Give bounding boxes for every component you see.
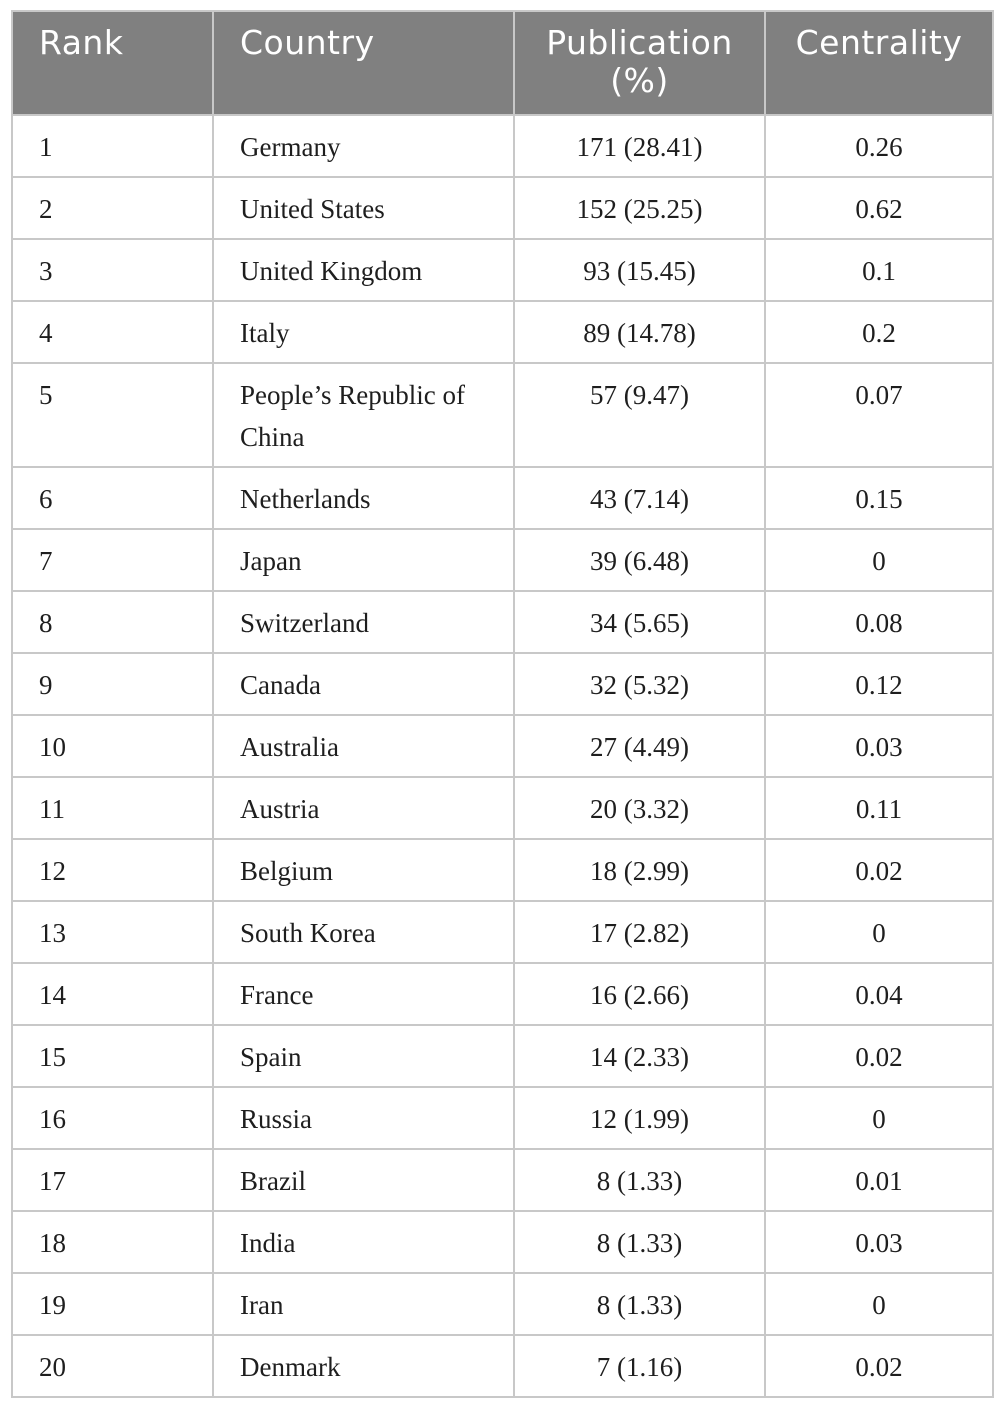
cell-country: Brazil — [213, 1149, 514, 1211]
cell-publication: 12 (1.99) — [514, 1087, 765, 1149]
cell-country: United States — [213, 177, 514, 239]
cell-rank: 4 — [12, 301, 213, 363]
cell-publication: 27 (4.49) — [514, 715, 765, 777]
cell-publication: 18 (2.99) — [514, 839, 765, 901]
table-row — [12, 1211, 993, 1273]
cell-rank: 1 — [12, 115, 213, 177]
cell-centrality: 0.11 — [765, 777, 993, 839]
cell-publication: 43 (7.14) — [514, 467, 765, 529]
cell-country: France — [213, 963, 514, 1025]
cell-centrality: 0.26 — [765, 115, 993, 177]
cell-centrality: 0.03 — [765, 715, 993, 777]
cell-rank: 8 — [12, 591, 213, 653]
cell-publication: 20 (3.32) — [514, 777, 765, 839]
cell-publication: 7 (1.16) — [514, 1335, 765, 1397]
table-row — [12, 901, 993, 963]
cell-centrality: 0.04 — [765, 963, 993, 1025]
cell-centrality: 0 — [765, 529, 993, 591]
cell-country: People’s Republic of China — [213, 363, 514, 467]
cell-publication: 14 (2.33) — [514, 1025, 765, 1087]
table-header — [12, 11, 993, 115]
table-row — [12, 1149, 993, 1211]
cell-country: Switzerland — [213, 591, 514, 653]
table-row — [12, 115, 993, 177]
cell-publication: 57 (9.47) — [514, 363, 765, 467]
cell-centrality: 0.02 — [765, 839, 993, 901]
cell-rank: 3 — [12, 239, 213, 301]
cell-centrality: 0.1 — [765, 239, 993, 301]
cell-rank: 6 — [12, 467, 213, 529]
table-row — [12, 1273, 993, 1335]
cell-centrality: 0.62 — [765, 177, 993, 239]
table-row — [12, 839, 993, 901]
cell-publication: 8 (1.33) — [514, 1211, 765, 1273]
cell-rank: 12 — [12, 839, 213, 901]
cell-centrality: 0 — [765, 901, 993, 963]
table-row — [12, 177, 993, 239]
cell-centrality: 0.01 — [765, 1149, 993, 1211]
cell-centrality: 0.12 — [765, 653, 993, 715]
table-row — [12, 301, 993, 363]
cell-country: Italy — [213, 301, 514, 363]
table-row — [12, 467, 993, 529]
cell-rank: 17 — [12, 1149, 213, 1211]
cell-publication: 93 (15.45) — [514, 239, 765, 301]
cell-country: Belgium — [213, 839, 514, 901]
cell-rank: 14 — [12, 963, 213, 1025]
header-rank: Rank — [12, 11, 213, 115]
cell-country: Austria — [213, 777, 514, 839]
cell-centrality: 0.2 — [765, 301, 993, 363]
cell-rank: 5 — [12, 363, 213, 467]
header-country: Country — [213, 11, 514, 115]
cell-country: Australia — [213, 715, 514, 777]
table-row — [12, 1335, 993, 1397]
cell-country: Canada — [213, 653, 514, 715]
cell-rank: 10 — [12, 715, 213, 777]
cell-country: United Kingdom — [213, 239, 514, 301]
cell-country: Denmark — [213, 1335, 514, 1397]
cell-country: Spain — [213, 1025, 514, 1087]
table-row — [12, 963, 993, 1025]
table-row — [12, 1025, 993, 1087]
cell-rank: 13 — [12, 901, 213, 963]
header-publication: Publication (%) — [514, 11, 765, 115]
cell-centrality: 0 — [765, 1087, 993, 1149]
cell-publication: 152 (25.25) — [514, 177, 765, 239]
table-body — [12, 115, 993, 1397]
cell-country: Iran — [213, 1273, 514, 1335]
table-row — [12, 653, 993, 715]
cell-country: Netherlands — [213, 467, 514, 529]
table-row — [12, 363, 993, 467]
cell-centrality: 0.02 — [765, 1025, 993, 1087]
cell-country: Germany — [213, 115, 514, 177]
table-row — [12, 529, 993, 591]
table-row — [12, 591, 993, 653]
cell-centrality: 0.08 — [765, 591, 993, 653]
cell-centrality: 0.02 — [765, 1335, 993, 1397]
cell-country: Russia — [213, 1087, 514, 1149]
cell-publication: 8 (1.33) — [514, 1149, 765, 1211]
cell-country: South Korea — [213, 901, 514, 963]
cell-rank: 9 — [12, 653, 213, 715]
cell-publication: 17 (2.82) — [514, 901, 765, 963]
cell-publication: 39 (6.48) — [514, 529, 765, 591]
cell-country: Japan — [213, 529, 514, 591]
cell-publication: 171 (28.41) — [514, 115, 765, 177]
cell-rank: 7 — [12, 529, 213, 591]
cell-rank: 11 — [12, 777, 213, 839]
cell-centrality: 0.15 — [765, 467, 993, 529]
table-row — [12, 239, 993, 301]
cell-publication: 32 (5.32) — [514, 653, 765, 715]
cell-rank: 15 — [12, 1025, 213, 1087]
cell-rank: 18 — [12, 1211, 213, 1273]
cell-rank: 19 — [12, 1273, 213, 1335]
header-centrality: Centrality — [765, 11, 993, 115]
header-row — [12, 11, 993, 115]
cell-rank: 16 — [12, 1087, 213, 1149]
table-row — [12, 777, 993, 839]
cell-rank: 2 — [12, 177, 213, 239]
table-row — [12, 1087, 993, 1149]
cell-publication: 16 (2.66) — [514, 963, 765, 1025]
cell-centrality: 0.03 — [765, 1211, 993, 1273]
cell-country: India — [213, 1211, 514, 1273]
cell-publication: 8 (1.33) — [514, 1273, 765, 1335]
cell-publication: 34 (5.65) — [514, 591, 765, 653]
table-row — [12, 715, 993, 777]
cell-centrality: 0.07 — [765, 363, 993, 467]
country-publications-table — [11, 10, 994, 1398]
cell-rank: 20 — [12, 1335, 213, 1397]
cell-centrality: 0 — [765, 1273, 993, 1335]
cell-publication: 89 (14.78) — [514, 301, 765, 363]
